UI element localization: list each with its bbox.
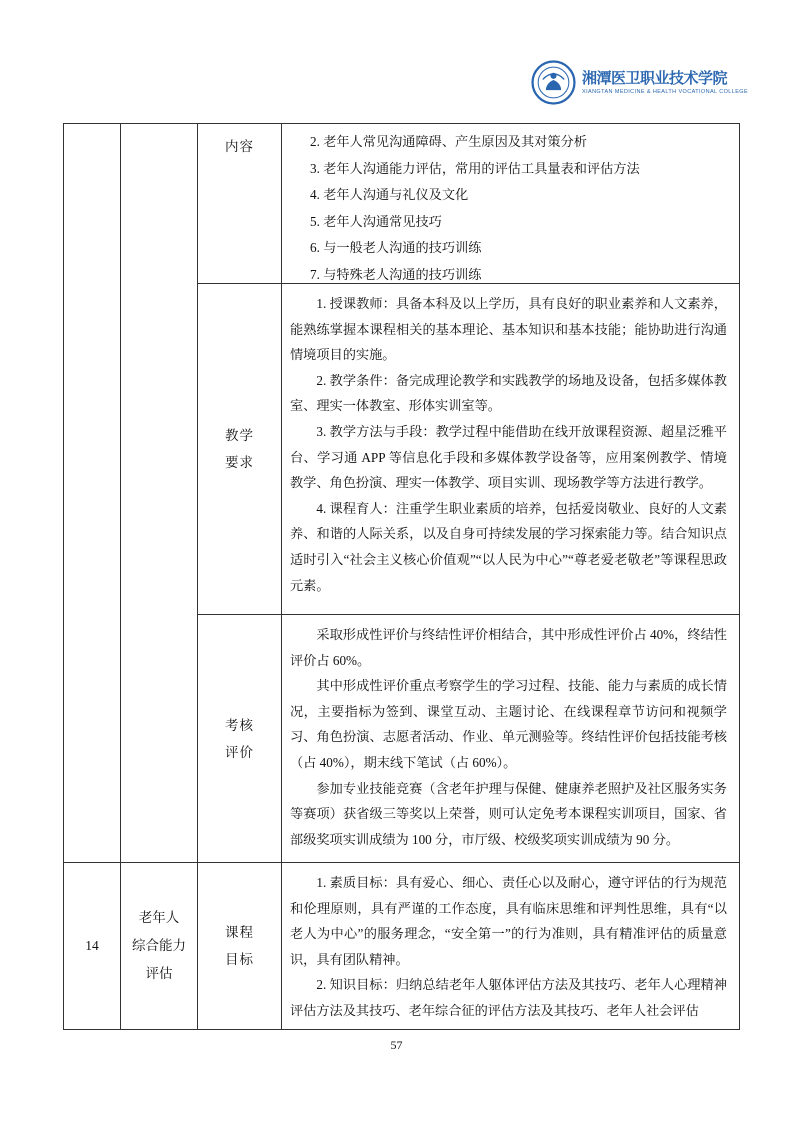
row-label-objectives-line1: 课程 [225,925,254,940]
page-footer [0,1038,793,1053]
teaching-paragraph: 1. 授课教师：具备本科及以上学历，具有良好的职业素养和人文素养，能熟练掌握本课程相关的基本理论、基本知识和基本技能；能协助进行沟通情境项目的实施。 [290,296,727,363]
content-list-item: 4. 老年人沟通与礼仪及文化 [310,187,469,203]
content-list-item: 2. 老年人常见沟通障碍、产生原因及其对策分析 [310,134,587,149]
assessment-paragraph: 采取形成性评价与终结性评价相结合，其中形成性评价占 40%，终结性评价占 60%。 [290,627,727,668]
course-name-line3: 评估 [145,966,173,981]
row-label-teaching-line2: 要求 [225,455,254,470]
course-number-cell [64,863,121,1029]
objectives-paragraph: 2. 知识目标：归纳总结老年人躯体评估方法及其技巧、老年人心理精神评估方法及其技巧、老年综合征的评估方法及其技巧、老年人社会评估 [290,977,727,1018]
college-header [531,60,748,105]
teaching-paragraph: 4. 课程育人：注重学生职业素质的培养，包括爱岗敬业、良好的人文素养、和谐的人际关系，以及自身可持续发展的学习探索能力等。结合知识点适时引入“社会主义核心价值观”“以人民为中心”“尊老爱老敬老”等课程思政元素。 [290,500,727,593]
content-list-item: 3. 老年人沟通能力评估，常用的评估工具量表和评估方法 [310,160,640,176]
course-number: 14 [85,938,99,953]
row-label-assessment-line1: 考核 [225,717,254,733]
row-label-course-objectives [198,863,282,1029]
course-name-cell [121,863,198,1029]
objectives-paragraph: 1. 素质目标：具有爱心、细心、责任心以及耐心，遵守评估的行为规范和伦理原则，具有严谨的工作态度，具有临床思维和评判性思维，具有“以老人为中心”的服务理念，“安全第一”的行为准则，具有精准评估的质量意识，具有团队精神。 [290,875,727,967]
college-name-en: XIANGTAN MEDICINE & HEALTH VOCATIONAL COLLEGE [582,88,749,95]
content-list-item: 5. 老年人沟通常见技巧 [310,213,442,229]
course-name-cell-empty [121,124,198,863]
teaching-requirements-cell [282,284,739,615]
teaching-paragraph: 3. 教学方法与手段：教学过程中能借助在线开放课程资源、超星泛雅平台、学习通 APP 等信息化手段和多媒体教学设备等，应用案例教学、情境教学、角色扮演、理实一体教学、项目实训、现场教学等方法进行教学。 [290,423,727,491]
row-label-assessment-line2: 评价 [225,744,254,760]
college-name-cn: 湘潭医卫职业技术学院 [582,70,728,87]
content-list [290,129,727,284]
content-list-item: 7. 与特殊老人沟通的技巧训练 [310,266,482,282]
row-label-content [198,124,282,284]
course-objectives-cell [282,863,739,1029]
row-label-objectives-line2: 目标 [225,952,254,967]
assessment-paragraph: 其中形成性评价重点考察学生的学习过程、技能、能力与素质的成长情况，主要指标为签到、课堂互动、主题讨论、在线课程章节访问和视频学习、角色扮演、志愿者活动、作业、单元测验等。终结性评价包括技能考核（占 40%），期末线下笔试（占 60%）。 [290,678,727,770]
assessment-cell [282,615,739,863]
content-list-item: 6. 与一般老人沟通的技巧训练 [310,240,482,256]
college-name-block [582,70,748,96]
row-label-teaching-requirements [198,284,282,615]
course-name-line1: 老年人 [138,910,180,925]
content-cell [282,124,739,284]
college-logo-icon [531,60,576,105]
row-label-teaching-line1: 教学 [225,428,254,443]
row-label-assessment [198,615,282,863]
course-number-cell-empty [64,124,121,863]
syllabus-table [63,123,740,1030]
teaching-paragraph: 2. 教学条件：备完成理论教学和实践教学的场地及设备，包括多媒体教室、理实一体教室、形体实训室等。 [290,372,727,414]
course-name-line2: 综合能力 [132,938,186,953]
page-number: 57 [390,1038,403,1052]
row-label-content-text: 内容 [225,139,254,154]
assessment-paragraph: 参加专业技能竞赛（含老年护理与保健、健康养老照护及社区服务实务等赛项）获省级三等奖以上荣誉，则可认定免考本课程实训项目，国家、省部级奖项实训成绩为 100 分，市厅级、校级奖项实训成绩为 90 分。 [290,780,727,847]
